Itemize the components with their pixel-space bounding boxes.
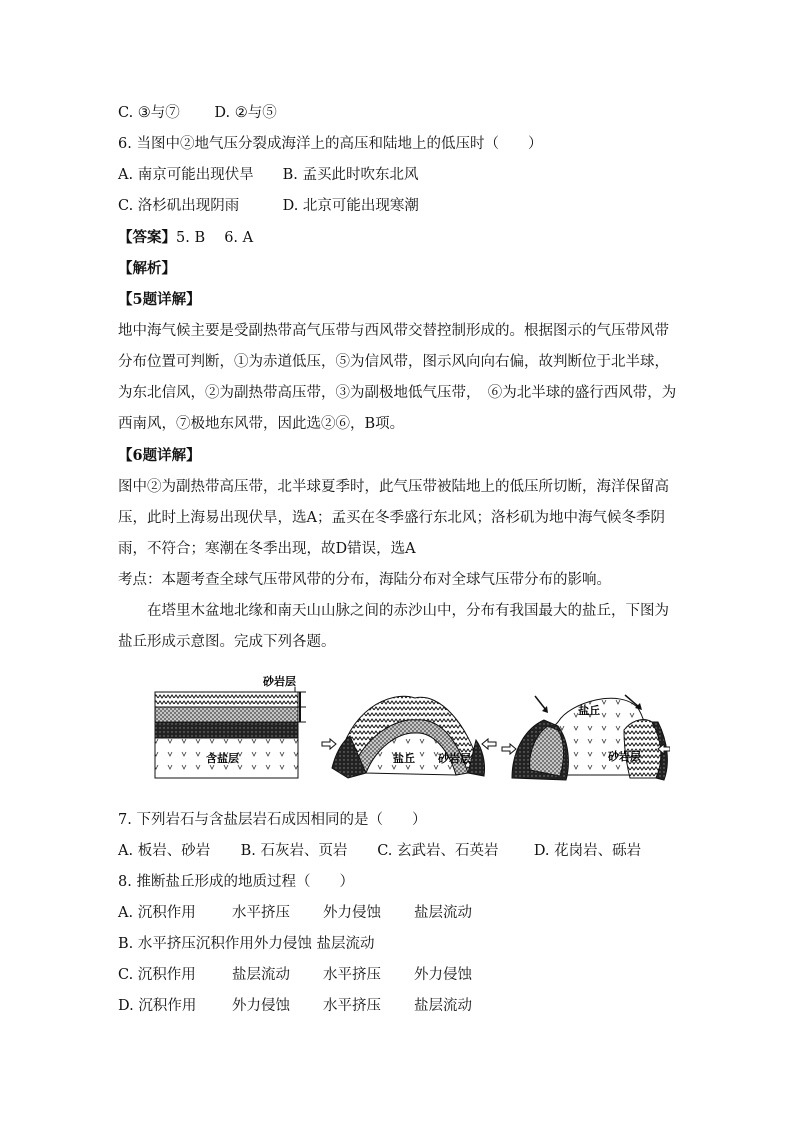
panel-layers [155, 674, 306, 778]
label-dome: 盐丘 [393, 752, 415, 765]
panel-eroded-dome [502, 695, 670, 780]
q5-detail-text: 地中海气候主要是受副热带高气压带与西风带交替控制形成的。根据图示的气压带风带分布位置可判断，①为赤道低压，⑤为信风带，图示风向向右偏，故判断位于北半球，为东北信风，②为副热带高压带，③为副极地低气压带， ⑥为北半球的盛行西风带，为西南风，⑦极地东风带，因此选②⑥，B项。 [118, 323, 677, 432]
arrow-push-left [482, 739, 496, 749]
q6-detail-label: 【6题详解】 [118, 447, 201, 464]
panel-anticline [322, 696, 496, 778]
q6-option-a: A. 南京可能出现伏旱 [118, 167, 254, 183]
q6-detail-text: 图中②为副热带高压带，北半球夏季时，此气压带被陆地上的低压所切断，海洋保留高压，此时上海易出现伏旱，选A；孟买在冬季盛行东北风；洛杉矶为地中海气候冬季阴雨，不符合；寒潮在冬季出现，故D错误，选A [118, 479, 669, 557]
q7-option-c: C. 玄武岩、石英岩 [377, 843, 499, 859]
dark-layer [155, 722, 298, 738]
answer-text: 5. B 6. A [176, 230, 254, 246]
q7-options [118, 841, 641, 861]
arrow-push-right-3 [502, 744, 516, 754]
analysis-label: 【解析】 [118, 260, 176, 277]
intro-text: 在塔里木盆地北缘和南天山山脉之间的赤沙山中，分布有我国最大的盐丘，下图为盐丘形成示意图。完成下列各题。 [118, 603, 669, 650]
q8-option-d: D. 沉积作用 外力侵蚀 水平挤压 盐层流动 [118, 998, 472, 1014]
answer-line [118, 228, 253, 248]
label-salt-layer: 含盐层 [206, 752, 239, 765]
q8-stem: 8. 推断盐丘形成的地质过程（ ） [118, 874, 354, 890]
label-dome-3: 盐丘 [578, 704, 600, 717]
q5-option-d: D. ②与⑤ [214, 105, 277, 121]
label-sandstone-2: 砂岩层 [438, 752, 471, 765]
kaodian-text: 考点：本题考查全球气压带风带的分布，海陆分布对全球气压带分布的影响。 [118, 572, 611, 588]
q8-option-b: B. 水平挤压沉积作用外力侵蚀 盐层流动 [118, 936, 375, 952]
q7-option-b: B. 石灰岩、页岩 [240, 843, 348, 859]
answer-label: 【答案】 [118, 229, 176, 246]
dotted-layer [155, 707, 298, 722]
q6-option-c: C. 洛杉矶出现阴雨 [118, 198, 240, 214]
q5-option-c: C. ③与⑦ [118, 105, 180, 121]
q6-options-cd [118, 196, 419, 216]
q6-options-ab [118, 165, 418, 185]
q6-option-d: D. 北京可能出现寒潮 [282, 198, 419, 214]
label-sandstone-3: 砂岩层 [608, 750, 641, 763]
sandstone-layer [155, 692, 298, 707]
q7-option-d: D. 花岗岩、砾岩 [533, 843, 642, 859]
q7-stem: 7. 下列岩石与含盐层岩石成因相同的是（ ） [118, 812, 427, 828]
q8-option-a: A. 沉积作用 水平挤压 外力侵蚀 盐层流动 [118, 905, 472, 921]
q6-stem: 6. 当图中②地气压分裂成海洋上的高压和陆地上的低压时（ ） [118, 136, 543, 152]
q8-option-c: C. 沉积作用 盐层流动 水平挤压 外力侵蚀 [118, 967, 472, 983]
arrow-erosion-left [535, 696, 546, 710]
arrow-push-right [322, 739, 336, 749]
salt-dome-diagram [150, 670, 670, 785]
label-sandstone: 砂岩层 [263, 675, 296, 688]
q5-options-cd [118, 103, 277, 123]
q7-option-a: A. 板岩、砂岩 [118, 843, 211, 859]
q6-option-b: B. 孟买此时吹东北风 [282, 167, 419, 183]
q5-detail-label: 【5题详解】 [118, 291, 201, 308]
